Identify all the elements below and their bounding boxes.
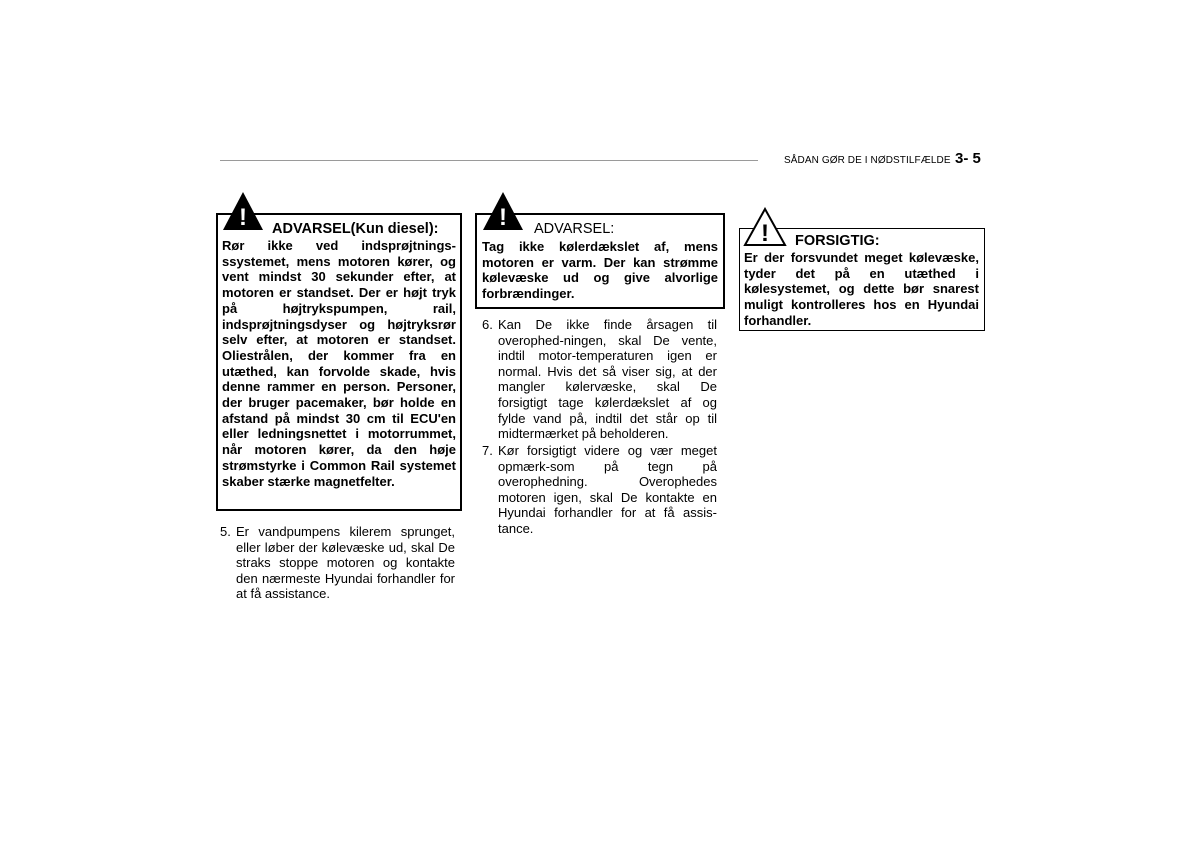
caution-triangle-icon: [743, 207, 787, 247]
section-title: SÅDAN GØR DE I NØDSTILFÆLDE: [784, 155, 951, 166]
page-number: 3- 5: [955, 150, 981, 167]
svg-text:!: !: [761, 220, 769, 247]
warning-title: ADVARSEL(Kun diesel):: [272, 221, 439, 237]
caution-title: FORSIGTIG:: [795, 233, 880, 249]
step-number: 5.: [220, 524, 231, 539]
step-number: 7.: [482, 443, 493, 458]
step-text: Kan De ikke finde årsagen til overophed-ningen, skal De vente, indtil motor-temperaturen igen er normal. Hvis det så viser sig, at der mangler kølervæske, skal De forsigtigt tage kølerdækslet af og fylde vand på, indtil det står op til midtermærket på beholderen.: [498, 317, 717, 442]
svg-text:!: !: [499, 204, 507, 231]
step-text: Er vandpumpens kilerem sprunget, eller løber der kølevæske ud, skal De straks stoppe motoren og kontakte den nærmeste Hyundai forhandler for at få assistance.: [236, 524, 455, 602]
caution-text: Er der forsvundet meget kølevæske, tyder det på en utæthed i kølesystemet, og dette bør snarest muligt kontrolleres hos en Hyundai forhandler.: [744, 250, 979, 328]
warning-triangle-icon: [482, 191, 524, 231]
svg-text:!: !: [239, 204, 247, 231]
warning-triangle-icon: [222, 191, 264, 231]
warning-title: ADVARSEL:: [534, 221, 615, 237]
step-number: 6.: [482, 317, 493, 332]
step-text: Kør forsigtigt videre og vær meget opmærk-som på tegn på overophedning. Overophedes motoren igen, skal De kontakte en Hyundai forhandler for at få assis-tance.: [498, 443, 717, 536]
warning-text: Rør ikke ved indsprøjtnings-ssystemet, mens motoren kører, og vent mindst 30 sekunder efter, at motoren er standset. Der er højt tryk på højtrykspumpen, rail, indsprøjtningsdyser og højtryksrør selv efter, at motoren er standset. Oliestrålen, der kommer fra en utæthed, kan forvolde skade, hvis denne rammer en person. Personer, der bruger pacemaker, bør holde en afstand på mindst 30 cm til ECU'en eller ledningsnettet i motorrummet, når motoren kører, da den høje strømstyrke i Common Rail systemet skaber stærke magnetfelter.: [222, 238, 456, 489]
warning-text: Tag ikke kølerdækslet af, mens motoren er varm. Der kan strømme kølevæske ud og give alvorlige forbrændinger.: [482, 239, 718, 302]
header-rule: [220, 160, 758, 161]
